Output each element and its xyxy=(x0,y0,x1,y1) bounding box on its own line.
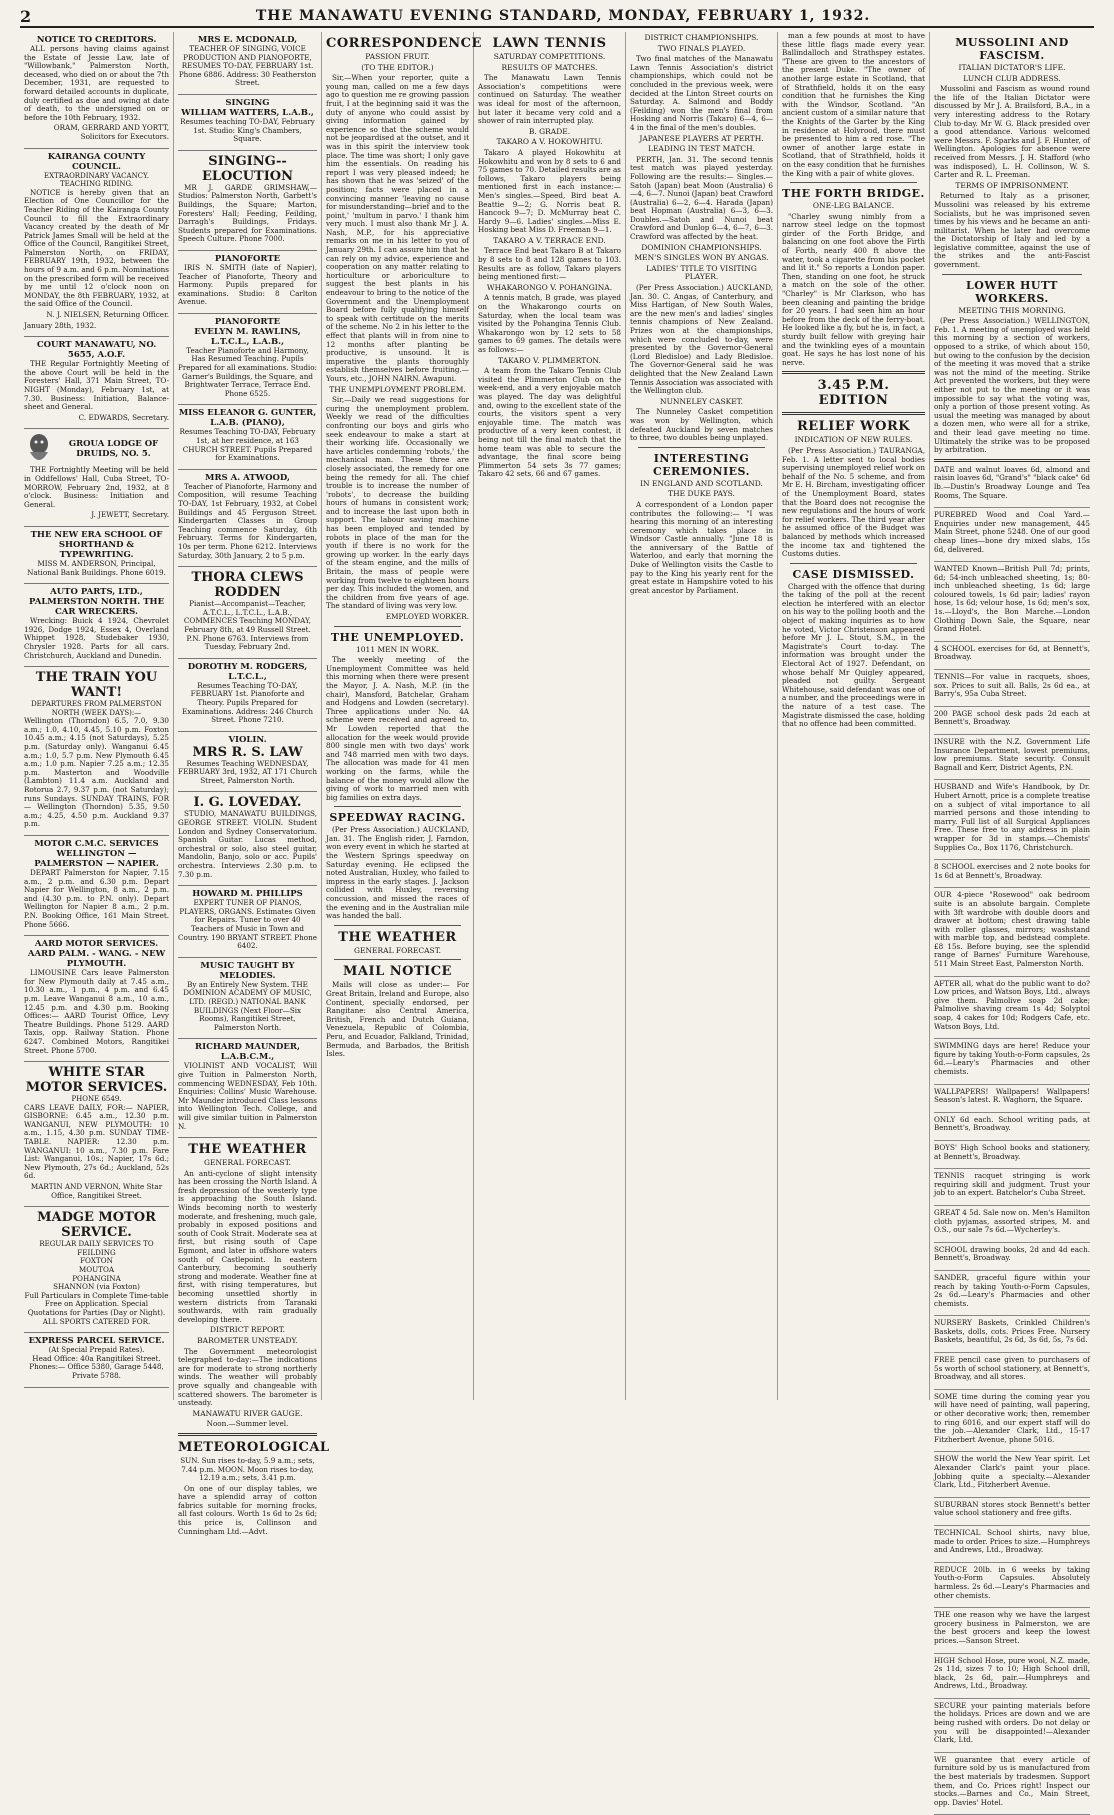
train-heading: THE TRAIN YOU WANT! xyxy=(35,670,158,701)
weather-report: The Government meteorologist telegraphed to-day:—The indications are for moderate to strong northerly winds. The weather will probably prove squally and changeable with scattered showers. The barometer is unsteady. xyxy=(178,1346,317,1408)
lower-hutt-body: (Per Press Association.) WELLINGTON, Feb. 1. A meeting of unemployed was held this morning by a section of workers, opposed to a strike, of which about 150, but owing to the confusion by the decision of the meeting it was moved that a strike was not the mind of the meeting. Strike Act prevented the workers, but they were either not put to the meeting or it was impossible to say what the voting was, only a portion of those present voting. As usual the meeting was managed by about a dozen men, who were all for a strike, and their lead gave meeting no time. Ultimately the strike was to be proposed by arbitration. xyxy=(934,316,1090,455)
auto-parts-ad xyxy=(24,584,169,667)
madge-town: POHANGINA xyxy=(72,1273,121,1283)
duke-pays-heading: THE DUKE PAYS. xyxy=(668,489,735,499)
classified-ad xyxy=(934,1246,1090,1271)
cmc-heading: MOTOR C.M.C. SERVICES WELLINGTON — PALMERSTON — NAPIER. xyxy=(34,839,159,869)
melodies-ad xyxy=(178,958,317,1040)
relief-work-body: (Per Press Association.) TAURANGA, Feb. 1. A letter sent to local bodies supervising unemployed relief work on behalf of the No. 5 scheme, and from Mr E. H. Bircham, investigating officer of the Unemployment Board, states that the Board does not recognise the new regulations and the hours of work for relief workers. The third year after he assumed office of the Budget was balanced by methods which increased the income tax and tightened the Customs duties. xyxy=(782,445,925,559)
classified-ad xyxy=(934,783,1090,860)
gunter-ad xyxy=(178,405,317,469)
mussolini-body-2: Returned to Italy as a prisoner, Mussolini was released by his extreme Socialists, but he was imprisoned seven times by his views and he became an anti-militarist. When he later had overcome the Dictatorship of Italy and led by a legislative committee, against the use of the strikes and the anti-Fascist government. xyxy=(934,191,1090,270)
rodden-body: Pianist—Accompanist—Teacher, A.T.C.L., L.T.C.L., L.A.B., COMMENCES Teaching MONDAY, February 8th, at 49 Russell Street. P.N. Phone 6763. Interviews from Tuesday, February 2nd. xyxy=(183,599,312,652)
leading-test-heading: LEADING IN TEST MATCH. xyxy=(647,144,756,154)
rodgers-body: Resumes Teaching TO-DAY, FEBRUARY 1st. Pianoforte and Theory. Pupils Prepared for Examinations. Address: 246 Church Street. Phone 7210. xyxy=(181,680,314,725)
weather-sub3: BAROMETER UNSTEADY. xyxy=(197,1335,298,1345)
cmc-body: DEPART Palmerston for Napier, 7.15 a.m., 2 p.m. and 6.30 p.m. Depart Napier for Wellington, 8 a.m., 2 p.m. and (4.30 p.m. to P.N. only). Depart Wellington for Napier 8 a.m., 2 p.m. P.N. Booking Office, 161 Main Street. Phone 5666. xyxy=(24,868,169,929)
classified-text: TENNIS—For value in racquets, shoes, sox. Prices to suit all. Balls, 2s 6d ea., at Barry's, 95a Cuba Street. xyxy=(934,672,1090,699)
classified-text: WALLPAPERS! Wallpapers! Wallpapers! Season's latest. R. Waghorn, the Square. xyxy=(934,1086,1090,1105)
classified-ad xyxy=(934,511,1090,562)
classified-ad xyxy=(934,1319,1090,1353)
column-5 xyxy=(626,32,778,1400)
creditors-heading: NOTICE TO CREDITORS. xyxy=(36,35,157,45)
loveday-body: STUDIO, MANAWATU BUILDINGS, GEORGE STREET. VIOLIN. Student London and Sydney Conservatorium. Spanish Guitar. Lucas method, orchestral or solo, also steel guitar, Mandolin, Banjo, solo or acc. Pupils' orchestra. Interviews 2.30 p.m. to 7.30 p.m. xyxy=(178,809,317,879)
atwood-ad xyxy=(178,470,317,567)
aard-services-ad xyxy=(24,936,169,1062)
loveday-ad xyxy=(178,792,317,886)
classified-ad xyxy=(934,1756,1090,1815)
plimmerton-heading: TAKARO V. PLIMMERTON. xyxy=(498,355,601,365)
phillips-ad xyxy=(178,886,317,958)
weather-sub4: MANAWATU RIVER GAUGE. xyxy=(192,1408,303,1418)
forth-bridge-heading: THE FORTH BRIDGE. xyxy=(782,187,925,201)
rodgers-heading: DOROTHY M. RODGERS, L.T.C.L., xyxy=(187,661,308,682)
typewriting-body: MISS M. ANDERSON, Principal, National Bank Buildings. Phone 6019. xyxy=(27,558,166,577)
classified-text: NURSERY Baskets, Crinkled Children's Baskets, dolls, cots. Prices Free. Nursery Baskets, beautiful, 2s 6d, 3s 6d, 5s, 7s 6d. xyxy=(934,1318,1090,1345)
express-subheading: (At Special Prepaid Rates). xyxy=(48,1346,145,1355)
weather-section xyxy=(178,1142,317,1429)
edition-heading: 3.45 P.M. EDITION xyxy=(817,378,890,409)
classified-ad xyxy=(934,1116,1090,1141)
classified-text: DATE and walnut loaves 6d, almond and raisin loaves 6d, "Grand's" "black cake" 6d lb.—Dustin's Broadway Lounge and Tea Rooms, The Square. xyxy=(934,464,1090,500)
column-7 xyxy=(930,32,1094,1807)
rodden-heading: THORA CLEWS RODDEN xyxy=(191,570,304,601)
classified-text: THE one reason why we have the largest grocery business in Palmerston, we are the best grocers and keep the lowest prices.—Sanson Street. xyxy=(934,1610,1090,1645)
lower-hutt-heading: LOWER HUTT WORKERS. xyxy=(966,278,1058,305)
elocution-body: MR J. GARDE GRIMSHAW,— Studios: Palmerston North, Garbett's Buildings, the Square; Marton, Foresters' Hall; Feeding, Feilding, Darragh's Buildings, Fridays. Students prepared for Examinations. Speech Culture. Phone 7000. xyxy=(178,182,317,244)
case-dismissed-body: Charged with the offence that during the taking of the poll at the recent election he interfered with an elector on his way to the polling booth and the object of making inquiries as to how he voted, Victor Christenson appeared before Mr J. L. Stout, S.M., in the Magistrate's Court to-day. The information was brought under the Electoral Act of 1927. Defendant, on whose behalf Mr Quigley appeared, pleaded not guilty. Sergeant Whitehouse, said defendant was one of a number, and the proceedings were in the nature of a test case. The Magistrate dismissed the case, holding that no offence had been committed. xyxy=(782,581,925,729)
gunter-body: Resumes Teaching TO-DAY, February 1st, at her residence, at 163 CHURCH STREET. Pupils Prepared for Examinations. xyxy=(179,427,316,463)
classified-ad xyxy=(934,1144,1090,1169)
watters-heading: SINGING xyxy=(225,97,270,108)
creditors-body: ALL persons having claims against the Estate of Jessie Law, late of "Willowbank," Palmerston North, deceased, who died on or about the 7th December, 1931, are requested to forward detailed accounts in duplicate, duly certified as due and owing at date of death, to the undersigned on or before the 10th February, 1932. xyxy=(24,44,169,122)
classified-ad xyxy=(934,565,1090,642)
angas-heading: MEN'S SINGLES WON BY ANGAS. xyxy=(634,253,769,263)
classified-ad xyxy=(934,1393,1090,1453)
mcdonald-ad xyxy=(178,32,317,95)
council-heading: KAIRANGA COUNTY COUNCIL. xyxy=(47,151,146,172)
classifieds xyxy=(934,466,1090,1815)
whakarongo-heading: WHAKARONGO V. POHANGINA. xyxy=(486,282,613,292)
classified-text: INSURE with the N.Z. Government Life Insurance Department, lowest premiums, low premiums. State security. Consult Bagnall and Kerr, District Agents, P.N. xyxy=(934,737,1090,772)
imprisonment-heading: TERMS OF IMPRISONMENT. xyxy=(955,180,1069,190)
takaro-hokowhitu-body: Takaro A played Hokowhitu at Hokowhitu and won by 8 sets to 6 and 75 games to 70. Detailed results are as follows, Takaro players being mentioned first in each instance:— Men's singles.—Speed, Bird beat A. Beattie 9—2; G. Norris beat R. Hancock 9—7; D. McMurray beat C. Hardy 9—6. Ladies' singles.—Miss E. Hosking beat Miss D. Freeman 9—1. xyxy=(478,147,621,235)
madge-town: MOUTOA xyxy=(78,1265,115,1274)
madge-ad xyxy=(24,1207,169,1333)
loveday-heading: I. G. LOVEDAY. xyxy=(193,795,302,811)
speedway-body: (Per Press Association.) AUCKLAND, Jan. 31. The English rider, J. Farndon, won every event in which he started at the Western Springs speedway on Saturday evening. He eclipsed the noted Australian, Huxley, who failed to impress in the early stages. J. Jackson collided with Huxley, reversing concussion, and missed the races of the evening and in the Australian mile was handed the ball. xyxy=(326,825,469,921)
classified-ad xyxy=(934,891,1090,976)
unemployed-heading: THE UNEMPLOYED. xyxy=(330,630,465,644)
aard-body: LIMOUSINE Cars leave Palmerston for New Plymouth daily at 7.45 a.m., 10.30 a.m., 1 p.m., 4 p.m. and 6.45 p.m. Leave Wanganui 8 a.m., 10 a.m., 12.45 p.m. and 4.30 p.m. Booking Offices:— AARD Tourist Office, Levy Theatre Buildings. Phone 5129. AARD Taxis, opp. Railway Station. Phone 6247. Combined Motors, Rangitikei Street. Phone 5700. xyxy=(24,968,169,1055)
white-star-signoff: MARTIN AND VERNON, White Star Office, Rangitikei Street. xyxy=(30,1182,163,1200)
dominion-body: (Per Press Association.) AUCKLAND, Jan. 30. C. Angas, of Canterbury, and Miss Hartigan, of New South Wales, are the new men's and ladies' singles tennis champions of New Zealand. Prizes won at the championships, which were concluded to-day, were presented by the Governor-General (Lord Bledisloe) and Lady Bledisloe. The Governor-General said he was delighted that the New Zealand Lawn Tennis Association was associated with the Wellington club. xyxy=(630,283,773,396)
mussolini-body: Mussolini and Fascism as wound round the life of the Italian Dictator were discussed by Mr J. A. Brailsford, B.A., in a very interesting address to the Rotary Club to-day. Mr W. G. Black presided over a good attendance. Various welcomed were Messrs. F. Sparks and J. F. Hunter, of Wellington. Apologies for absence were received from Messrs. J. H. Stafford (who was indisposed), L. H. Collinson, W. S. Carter and R. L. Freeman. xyxy=(934,84,1090,180)
council-subheading: EXTRAORDINARY VACANCY. TEACHING RIDING. xyxy=(43,171,150,189)
classified-text: REDUCE 20lb. in 6 weeks by taking Youth-o-Form Capsules. Absolutely harmless. 2s 6d.—Leary's Pharmacies and other chemists. xyxy=(934,1564,1090,1600)
mcdonald-heading: MRS E. MCDONALD, xyxy=(197,35,298,45)
express-ad xyxy=(24,1333,169,1387)
men-in-work-subheading: 1011 MEN IN WORK. xyxy=(356,644,439,654)
dominion-championships-heading: DOMINION CHAMPIONSHIPS. xyxy=(641,242,762,252)
rawlins-name: EVELYN M. RAWLINS, L.T.C.L., L.A.B., xyxy=(194,326,301,347)
phillips-body: EXPERT TUNER OF PIANOS, PLAYERS, ORGANS. Estimates Given for Repairs. Tuner to over 40 Teachers of Music in Town and Country. 190 BRYANT STREET. Phone 6402. xyxy=(178,898,317,951)
classified-ad xyxy=(934,673,1090,707)
to-the-editor: (TO THE EDITOR.) xyxy=(361,62,434,72)
classified-ad xyxy=(934,1455,1090,1497)
classified-ad xyxy=(934,1611,1090,1653)
forth-bridge-body: "Charley swung nimbly from a narrow steel ledge on the topmost girder of the Forth Bridge, and balancing on one foot above the Firth of Forth, nearly 400 ft above the water, took a cigarette from his pocket and lit it." So reports a London paper. Then, standing on one foot, he struck a match on the sole of the other. "Charley" is Mr Clarkson, who has been cleaning and painting the bridge for 20 years. I had seen him an hour before from the deck of the ferry-boat. He looked like a fly, but he is, in fact, a sturdy built fellow with greying hair and the twinkling eyes of a mountain goat. He says he has lost none of his nerve. xyxy=(782,211,925,367)
classified-text: 8 SCHOOL exercises and 2 note books for 1s 6d at Bennett's, Broadway. xyxy=(934,862,1090,880)
typewriting-ad xyxy=(24,527,169,584)
district-body: Two final matches of the Manawatu Lawn Tennis Association's district championships, which could not be concluded in the previous week, were decided at the Linton Street courts on Saturday. A. Salmond and Boddy (Feilding) won the men's final from Hosking and Norris (Takaro) 6—4, 6—4 in the final of the men's doubles. xyxy=(630,54,773,132)
classified-text: WE guarantee that every article of furniture sold by us is manufactured from the best materials by tradesmen. Support them, and Co. Prices right! Inspect our stocks.—Barnes and Co., Main Street, opp. Davies' Hotel. xyxy=(934,1754,1090,1807)
classified-text: SCHOOL drawing books, 2d and 4d each. Bennett's, Broadway. xyxy=(934,1244,1090,1263)
classified-text: TECHNICAL School shirts, navy blue, made to order. Prices to size.—Humphreys and Andrews, Ltd., Broadway. xyxy=(934,1527,1090,1555)
mail-notice-heading: MAIL NOTICE xyxy=(343,964,452,980)
council-body: NOTICE is hereby given that an Election of One Councillor for the Teacher Riding of the Kairanga County Council to fill the Extraordinary Vacancy created by the death of Mr Patrick James Small will be held at the Office of the Council, Rangitikei Street, Palmerston North, on FRIDAY, FEBRUARY 19th, 1932, between the hours of 9 a.m. and 6 p.m. Nominations on the prescribed form will be received by me until 12 o'clock noon on MONDAY, the 8th FEBRUARY, 1932, at the said Office of the Council. xyxy=(24,187,169,309)
maunder-body: VIOLINIST AND VOCALIST, Will give Tuition in Palmerston North, commencing WEDNESDAY, Feb 10th. Enquiries: Collins' Music Warehouse. Mr Maunder introduced Class lessons into Wellington Tech. College, and will give similar tuition in Palmerston N. xyxy=(178,1061,317,1131)
terrace-end-body: Terrace End beat Takaro B at Takaro by 8 sets to 8 and 128 games to 103. Results are as follow, Takaro players being mentioned first:— xyxy=(478,246,621,282)
express-heading: EXPRESS PARCEL SERVICE. xyxy=(28,1336,165,1347)
lunch-club-heading: LUNCH CLUB ADDRESS. xyxy=(963,73,1061,83)
phillips-heading: HOWARD M. PHILLIPS xyxy=(192,889,303,900)
whakarongo-body: A tennis match, B grade, was played on the Whakarongo courts on Saturday, when the local team was visited by the Pohangina Tennis Club. Whakarongo won by 12 sets to 58 games to 69 games. The details were as follows:— xyxy=(478,293,621,354)
column-6 xyxy=(778,32,930,1400)
classified-text: SUBURBAN stores stock Bennett's better value school stationery and free gifts. xyxy=(934,1499,1090,1518)
classified-text: HIGH School Hose, pure wool, N.Z. made, 2s 11d, sizes 7 to 10; High School drill, black, 2s 6d, pair.—Humphreys and Andrews, Ltd., Broadway. xyxy=(934,1655,1090,1691)
law-heading: VIOLIN. xyxy=(228,734,267,745)
ladies-title-heading: LADIES' TITLE TO VISITING PLAYER. xyxy=(646,263,757,282)
unemployment-problem-heading: THE UNEMPLOYMENT PROBLEM. xyxy=(329,384,466,394)
rodgers-ad xyxy=(178,659,317,732)
madge-heading: MADGE MOTOR SERVICE. xyxy=(37,1210,156,1241)
ceremonies-continued: man a few pounds at most to have these little flags made every year. Ballindalloch and Strathspey estates. "These are given to the ancestors of the present Duke. "The owner of another large estate in Scotland, that of Strathfield, holds it on the easy condition that he furnishes the King with the Windsor, Scotland. "An ancient custom of a similar nature that the Knights of the Garter by the King in residence at Holyrood, there must be presented to him a red rose. "The owner of another large estate in Scotland, that of Strathfield, holds it on the easy condition that he furnishes the King with a pair of white gloves. xyxy=(782,31,925,178)
meeting-heading: MEETING THIS MORNING. xyxy=(958,305,1066,315)
melodies-heading: MUSIC TAUGHT BY MELODIES. xyxy=(200,960,295,981)
results-of-matches: RESULTS OF MATCHES. xyxy=(501,62,598,72)
saturday-competitions: SATURDAY COMPETITIONS. xyxy=(493,52,606,61)
mussolini-heading: MUSSOLINI AND FASCISM. xyxy=(955,36,1069,62)
column-2 xyxy=(174,32,330,1536)
court-notice xyxy=(24,337,169,429)
court-heading: COURT MANAWATU, NO. 5655, A.O.F. xyxy=(36,340,157,361)
classified-text: TENNIS racquet stringing is work requiring skill and judgment. Trust your job to an expert. Batchelor's Cuba Street. xyxy=(934,1171,1090,1198)
classified-text: FREE pencil case given to purchasers of 5s worth of school stationery, at Bennett's, Broadway, and all stores. xyxy=(934,1355,1090,1382)
classified-text: ONLY 6d each. School writing pads, at Bennett's, Broadway. xyxy=(934,1114,1090,1133)
japanese-players-heading: JAPANESE PLAYERS AT PERTH. xyxy=(639,133,764,143)
correspondence-heading: CORRESPONDENCE xyxy=(326,36,482,51)
watters-body: Resumes teaching TO-DAY, February 1st. Studio: King's Chambers, Square. xyxy=(180,116,315,144)
tennis-intro: The Manawatu Lawn Tennis Association's competitions were continued on Saturday. The weather was ideal for most of the afternoon, but later it became very cold and a shower of rain interrupted play. xyxy=(478,73,621,126)
speedway-heading: SPEEDWAY RACING. xyxy=(329,811,466,825)
auto-parts-heading: AUTO PARTS, LTD., PALMERSTON NORTH. THE CAR WRECKERS. xyxy=(28,587,165,618)
classified-ad xyxy=(934,1274,1090,1316)
classified-text: WANTED Known—British Pull 7d; prints, 6d; 54-inch unbleached sheeting, 1s; 80-inch unbleached sheeting, 1s 6d; large coloured towels, 1s 6d pair; ladies' rayon hose, 1s 6d; velour hose, 1s 6d; men's sox, 1s.—Lloyd's, the Bon Marche.—London Clothing Down Sale, the Square, near Grand Hotel. xyxy=(934,564,1090,634)
white-star-body: CARS LEAVE DAILY, FOR:— NAPIER, GISBORNE: 6.45 a.m., 12.30 p.m. WANGANUI, NEW PLYMOUTH: 10 a.m., 1.15, 4.30 p.m. SUNDAY TIME-TABLE. NAPIER: 12.30 p.m. WANGANUI: 10 a.m., 7.30 p.m. Fare List: Wanganui, 10s.; Napier, 17s 6d.; New Plymouth, 27s 6d.; Auckland, 52s 6d. xyxy=(24,1102,169,1181)
classified-ad xyxy=(934,738,1090,780)
classified-ad xyxy=(934,710,1090,735)
one-leg-heading: ONE-LEG BALANCE. xyxy=(812,201,895,211)
classified-ad xyxy=(934,1209,1090,1243)
classified-ad xyxy=(934,980,1090,1040)
classified-ad xyxy=(934,1501,1090,1526)
relief-work-heading: RELIEF WORK xyxy=(796,419,911,435)
district-championships-heading: DISTRICT CHAMPIONSHIPS. xyxy=(644,33,759,42)
maunder-heading: RICHARD MAUNDER, L.A.B.C.M., xyxy=(195,1042,300,1063)
smith-heading: PIANOFORTE xyxy=(214,253,281,264)
nunneley-heading: NUNNELEY CASKET. xyxy=(660,396,743,406)
passion-fruit-heading: PASSION FRUIT. xyxy=(365,52,430,61)
classified-text: 200 PAGE school desk pads 2d each at Bennett's, Broadway. xyxy=(934,708,1090,727)
elocution-heading: SINGING--ELOCUTION xyxy=(201,153,294,184)
classified-text: SECURE your painting materials before the holidays. Prices are down and we are being rushed with orders. Do not delay or you will be disappointed!—Alexander Clark, Ltd. xyxy=(934,1700,1090,1745)
lawn-tennis-heading: LAWN TENNIS xyxy=(492,36,607,51)
nunneley-body: The Nunneley Casket competition was won by Wellington, which defeated Auckland by seven matches to three, two doubles being unplayed. xyxy=(630,407,773,443)
atwood-body: Teacher of Pianoforte, Harmony and Composition, will resume Teaching TO-DAY, 1st February, 1932, at Cobel Buildings and 45 Ferguson Street. Kindergarten Classes in Group Teaching commence Saturday, 6th February. Terms for Kindergarten, 10s per term. Phone 6212. Interviews Saturday, 30th January, 2 to 5 p.m. xyxy=(178,481,317,560)
classified-ad xyxy=(934,1566,1090,1608)
england-scotland-heading: IN ENGLAND AND SCOTLAND. xyxy=(640,478,763,488)
train-body: Wellington (Thorndon) 6.5, 7.0, 9.30 a.m.; 1.0, 4.10, 4.45, 5.10 p.m. Foxton 10.45 a.m.; 4.15 (not Saturdays), 5.25 p.m. (Saturday only). Wanganui 6.45 a.m.; 1.0, 5.7 p.m. New Plymouth 6.45 a.m.; 1.0 p.m. Napier 7.25 a.m.; 12.35 p.m. Masterton and Woodville (Lambton) 11.4 a.m. Auckland and Rotorua 2.7, 9.37 p.m. (not Saturday); runs Sundays. SUNDAY TRAINS, FOR— Wellington (Thorndon) 5.35, 9.50 a.m.; 4.25, 4.50 p.m. Auckland 9.37 p.m. xyxy=(24,716,169,829)
weather-heading-2: THE WEATHER xyxy=(338,929,457,945)
atwood-heading: MRS A. ATWOOD, xyxy=(205,472,290,483)
madge-town: SHANNON (via Foxton) xyxy=(53,1282,140,1292)
classified-ad xyxy=(934,1042,1090,1084)
white-star-phone: PHONE 6549. xyxy=(71,1095,122,1104)
smith-body: IRIS N. SMITH (late of Napier), Teacher of Pianoforte, Theory and Harmony. Pupils prepared for examinations. Studio: 8 Carlton Avenue. xyxy=(178,262,317,307)
weather-heading: THE WEATHER xyxy=(188,1142,307,1158)
unemployed-body: The weekly meeting of the Unemployment Committee was held this morning when there were present the Mayor, J. A. Nash, M.P. (in the chair), Mansford, Batchelar, Graham and Hodgens and Lowden (secretary). Three applications under No. 4A scheme were received and agreed to. Mr Lowden reported that the allocation for the week would provide 800 single men with two days' work and 748 married men with two days. The allocation was made for 41 men working on the farms, while the balance of the money would allow the giving of work to married men with big families on extra days. xyxy=(326,655,469,802)
classified-ad xyxy=(934,1172,1090,1206)
train-subheading: DEPARTURES FROM PALMERSTON NORTH (WEEK DAYS):— xyxy=(31,700,162,717)
council-signoff: N. J. NIELSEN, Returning Officer. xyxy=(46,310,169,320)
classified-text: SANDER, graceful figure within your reach by taking Youth-o-Form Capsules, 2s 6d.—Leary's Pharmacies and other chemists. xyxy=(934,1272,1090,1308)
dictator-life-heading: ITALIAN DICTATOR'S LIFE. xyxy=(958,63,1066,72)
mail-notice-body: Mails will close as under:— For Great Britain, Ireland and Europe, also Continent, specially endorsed, per Rangitane: also Central America, British, French and Dutch Guiana, Venezuela, Republic of Colombia, Peru, and Ecuador, Falkland, Trinidad, Bermuda, and Barbados, the British Isles. xyxy=(326,980,469,1059)
classified-ad xyxy=(934,1702,1090,1753)
maunder-ad xyxy=(178,1039,317,1138)
weather-subheading-2: GENERAL FORECAST. xyxy=(354,945,441,955)
classified-text: GREAT 4 5d. Sale now on. Men's Hamilton cloth pyjamas, assorted stripes, M. and O.S., our sale 7s 6d.—Wycherley's. xyxy=(934,1207,1090,1235)
passion-fruit-letter: Sir,—When your reporter, quite a young man, called on me a few days ago to question me re growing passion fruit, I at the beginning said it was the duty of anyone who could assist by giving information gained by experience so that the scheme would not be jeopardised at the outset, and it was in this spirit the interview took place. The time was short; I only gave him the essentials. On reading his report I was very pleased indeed; he has shown that he was 'seized' of the position; facts were placed in a convincing manner 'leaving no cause for misunderstanding—brief and to the point,' 'multum in parvo.' I thank him very much. I must also thank Mr J. A. Nash, M.P., for his appreciative remarks on me in his letter to you of January 29th. I can assure him that he can rely on my advice, experience and cooperation on any matter relating to horticulture or arboriculture to suggest the best plants in his endeavour to bring to the notice of the Government and the Unemployment Board before fully qualifying himself to speak with certitude on the merits of the scheme. No 2 in his letter to the effect that plants will in from nine to 12 months after planting be productive, is unsound. It is imperative the plants thoroughly establish themselves before fruiting.—Yours, etc., JOHN NAIRN. Awapuni. xyxy=(326,73,469,383)
two-finals-heading: TWO FINALS PLAYED. xyxy=(657,43,746,53)
takaro-hokowhitu-heading: TAKARO A V. HOKOWHITU. xyxy=(496,137,603,147)
classified-text: SOME time during the coming year you will have need of painting, wall papering, or other decorative work; then, remember to ring 6016, and our expert staff will do the job.—Alexander Clark, Ltd., 15-17 Fitzherbert Avenue, phone 5016. xyxy=(934,1391,1090,1444)
plimmerton-body: A team from the Takaro Tennis Club visited the Plimmerton Club on the week-end, and a very enjoyable match was played. The day was delightful and, owing to the excellent state of the courts, the visitors spent a very enjoyable time. The match was productive of a very keen contest, it being not till the final match that the home team was able to secure the advantage, the final score being Plimmerton 54 sets 3s 77 games; Takaro 42 sets, 66 and 67 games. xyxy=(478,366,621,479)
law-body: Resumes Teaching WEDNESDAY, FEBRUARY 3rd, 1932, AT 171 Church Street, Palmerston North. xyxy=(178,758,317,785)
gunter-heading: MISS ELEANOR G. GUNTER, L.A.B. (PIANO), xyxy=(178,408,317,429)
watters-ad xyxy=(178,95,317,151)
law-name: MRS R. S. LAW xyxy=(192,744,303,760)
druids-heading: GROUA LODGE OF DRUIDS, NO. 5. xyxy=(68,439,159,460)
rodden-ad xyxy=(178,567,317,659)
madge-subheading: REGULAR DAILY SERVICES TO xyxy=(39,1240,154,1249)
case-dismissed-heading: CASE DISMISSED. xyxy=(792,567,915,581)
train-timetable xyxy=(24,667,169,836)
column-4 xyxy=(474,32,626,1400)
creditors-notice xyxy=(24,32,169,149)
court-signoff: C. EDWARDS, Secretary. xyxy=(78,412,169,422)
classified-ad xyxy=(934,1088,1090,1113)
madge-body: Full Particulars in Complete Time-table Free on Application. Special Quotations for Parties (Day or Night). ALL SPORTS CATERED FOR. xyxy=(24,1290,169,1326)
page-number: 2 xyxy=(20,6,33,26)
b-grade-heading: B. GRADE. xyxy=(528,126,571,136)
meteorological-section xyxy=(178,1439,330,1536)
classified-ad xyxy=(934,1356,1090,1390)
meteorological-advt: On one of our display tables, we have a splendid array of cotton fabrics suitable for morning frocks, all fast colours. Worth 1s 6d to 2s 6d; this price is, Collinson and Cunningham Ltd.—Advt. xyxy=(178,1483,317,1536)
weather-sub1: GENERAL FORECAST. xyxy=(204,1158,291,1168)
rawlins-ad xyxy=(178,314,317,406)
cmc-services-ad xyxy=(24,836,169,936)
creditors-signoff: ORAM, GERRARD AND YORTT, Solicitors for Executors. xyxy=(53,123,169,141)
meteorological-body: SUN. Sun rises to-day, 5.9 a.m.; sets, 7.44 p.m. MOON. Moon rises to-day, 12.19 a.m.; sets, 3.41 p.m. xyxy=(180,1455,315,1483)
weather-sub2: DISTRICT REPORT. xyxy=(210,1325,285,1335)
classified-text: BOYS' High School books and stationery, at Bennett's, Broadway. xyxy=(934,1142,1090,1161)
classified-text: AFTER all, what do the public want to do? Low prices, and Watson Boys, Ltd., always give them. Palmolive soap 2d cake; Palmolive shaving cream 1s 4d; Solyptol soap, 4 cakes for 10d; Rodgers Cafe, etc. Watson Boys, Ltd. xyxy=(934,978,1090,1031)
classified-text: HUSBAND and Wife's Handbook, by Dr. Hubert Arnott, price is a complete treatise on a subject of vital importance to all married persons and those intending to marry. Full list of all Surgical Appliances Free. These free to any address in plain wrapper for 3d in stamps.—Chemists' Supplies Co., Box 1176, Christchurch. xyxy=(934,782,1090,852)
new-rules-heading: INDICATION OF NEW RULES. xyxy=(794,435,913,445)
classified-ad xyxy=(934,645,1090,670)
council-notice xyxy=(24,149,169,338)
employed-worker-signoff: EMPLOYED WORKER. xyxy=(385,612,469,621)
express-body: Head Office: 40a Rangitikei Street. Phones:— Office 5380, Garage 5448, Private 5788. xyxy=(29,1353,164,1380)
classified-ad xyxy=(934,466,1090,508)
melodies-body: By an Entirely New System. THE DOMINION ACADEMY OF MUSIC, LTD. (REGD.) NATIONAL BANK BUILDINGS (Next Floor—Six Rooms), Rangitikei Street, Palmerston North. xyxy=(183,979,312,1032)
druids-notice xyxy=(24,429,169,527)
madge-town: FOXTON xyxy=(80,1256,113,1266)
council-date: January 28th, 1932. xyxy=(24,320,97,330)
classified-text: OUR 4-piece "Rosewood" oak bedroom suite is an absolute bargain. Complete with 3ft wardrobe with double doors and drawer at bottom; chest drawing table with roller glasses, mirrors; washstand with marble top, and bedstead complete. £8 15s. Before buying, see the splendid range of Barnes' Furniture Warehouse, 511 Main Street East, Palmerston North. xyxy=(934,890,1090,969)
elocution-ad xyxy=(178,151,317,251)
auto-parts-body: Wrecking: Buick 4 1924, Chevrolet 1926, Dodge 1924, Essex 4, Overland Whippet 1928, Studebaker 1930, Chrysler 1928. Parts for all cars. Christchurch, Auckland and Dunedin. xyxy=(24,616,169,660)
watters-name: WILLIAM WATTERS, L.A.B., xyxy=(181,107,314,118)
white-star-ad xyxy=(24,1062,169,1207)
meteorological-heading: METEOROLOGICAL xyxy=(178,1439,330,1455)
druid-emblem-icon xyxy=(24,432,54,466)
weather-forecast: An anti-cyclone of slight intensity has been crossing the North Island. A fresh depression of the westerly type is approaching the South Island. Winds becoming north to westerly moderate, and freshening, much gale, probably in exposed positions and south of Cook Strait. Moderate sea at first, but rising south of Cape Egmont, and later in offshore waters south of Castlepoint. In eastern Canterbury, becoming southerly strong and moderate. Weather fine at first, with rising temperatures, but becoming unsettled shortly in western districts from Taranaki southwards, with rain gradually developing there. xyxy=(178,1168,317,1324)
classified-text: 4 SCHOOL exercises for 6d, at Bennett's, Broadway. xyxy=(934,643,1090,662)
smith-ad xyxy=(178,251,317,314)
classified-text: PUREBRED Wood and Coal Yard.—Enquiries under new management, 445 Main Street, phone 5248. One of our good cheap lines—bone dry mixed slabs, 15s 6d, delivered. xyxy=(934,510,1090,554)
column-1 xyxy=(20,32,174,1400)
ceremonies-body: A correspondent of a London paper contributes the following:— "I was hearing this morning of an interesting ceremony which takes place in Windsor Castle annually. "June 18 is the anniversary of the Battle of Waterloo, and early that morning the Duke of Wellington visits the Castle to pay to the King his yearly rent for the great estate in Hampshire voted to his great ancestor by Parliament. xyxy=(630,499,773,595)
court-body: THE Regular Fortnightly Meeting of the above Court will be held in the Foresters' Hall, 371 Main Street, TO-NIGHT (Monday), February 1st, at 7.30. Business: Initiation, Balance-sheet and General. xyxy=(24,359,169,412)
unemployment-letter: Sir,—Daily we read suggestions for curing the unemployment problem. Weekly we read of the difficulties confronting our boys and girls who seek endeavour to make a start at their working life. Occasionally we have articles condemning 'robots,' the mechanical man. These three are closely associated, the remedy for one being the remedy for all. The chief trouble is to increase the number of 'robots', to decrease the building hours of humans in consistent work; and to increase the last upon both in support. The labour saving machine has been employed and tended by robots in place of the man for the youth if there is no work for the growing up worker. In the early days of the steam engine, and the mills of Britain, the mass of people were working from twelve to eighteen hours per day. This included the women, and the children from five years of age. The standard of living was very low. xyxy=(326,395,469,611)
perth-body: PERTH, Jan. 31. The second tennis test match was played yesterday. Following are the results:— Singles.—Satoh (Japan) beat Moon (Australia) 6—4, 6—7. Nunoi (Japan) beat Crawford (Australia) 6—2, 6—4. Harada (Japan) beat Hopman (Australia) 6—3, 6—3. Doubles.—Satoh and Nunoi beat Crawford and Dunlop 6—4, 6—7, 6—3. Crawford was affected by the heat. xyxy=(630,154,773,242)
druids-signoff: J. JEWETT, Secretary. xyxy=(91,510,169,520)
typewriting-heading: THE NEW ERA SCHOOL OF SHORTHAND & TYPEWRITING. xyxy=(30,529,163,560)
aard-heading: AARD MOTOR SERVICES. AARD PALM. - WANG. - NEW PLYMOUTH. xyxy=(27,939,166,970)
law-ad xyxy=(178,732,317,793)
rawlins-body: Teacher Pianoforte and Harmony, Has Resumed Teaching. Pupils Prepared for all examinations. Studio: Garner's Buildings, the Square, and Brightwater Terrace, Terrace End. Phone 6525. xyxy=(178,345,317,398)
terrace-end-heading: TAKARO A V. TERRACE END. xyxy=(493,235,606,245)
rawlins-heading: PIANOFORTE xyxy=(214,316,281,327)
classified-ad xyxy=(934,863,1090,888)
column-3 xyxy=(322,32,482,1400)
white-star-heading: WHITE STAR MOTOR SERVICES. xyxy=(25,1065,168,1096)
weather-gauge: Noon.—Summer level. xyxy=(206,1419,289,1429)
mcdonald-body: TEACHER OF SINGING, VOICE PRODUCTION AND PIANOFORTE, RESUMES TO-DAY, FEBRUARY 1st. Phone 6886. Address: 30 Featherston Street. xyxy=(178,44,317,88)
masthead xyxy=(20,6,1094,28)
ceremonies-heading: INTERESTING CEREMONIES. xyxy=(653,451,750,478)
classified-ad xyxy=(934,1529,1090,1563)
classified-ad xyxy=(934,1657,1090,1699)
classified-text: SHOW the world the New Year spirit. Let Alexander Clark's paint your place. Jobbing quite a specialty.—Alexander Clark, Ltd., Fitzherbert Avenue. xyxy=(934,1454,1090,1490)
masthead-title: THE MANAWATU EVENING STANDARD, MONDAY, FEBRUARY 1, 1932. xyxy=(255,8,871,24)
druids-body: THE Fortnightly Meeting will be held in Oddfellows' Hall, Cuba Street, TO-MORROW, February 2nd, 1932, at 8 o'clock. Business: Initiation and General. xyxy=(24,465,169,509)
madge-town: FEILDING xyxy=(77,1247,116,1257)
classified-text: SWIMMING days are here! Reduce your figure by taking Youth-o-Form capsules, 2s 6d.—Leary's Pharmacies and other chemists. xyxy=(934,1041,1090,1076)
